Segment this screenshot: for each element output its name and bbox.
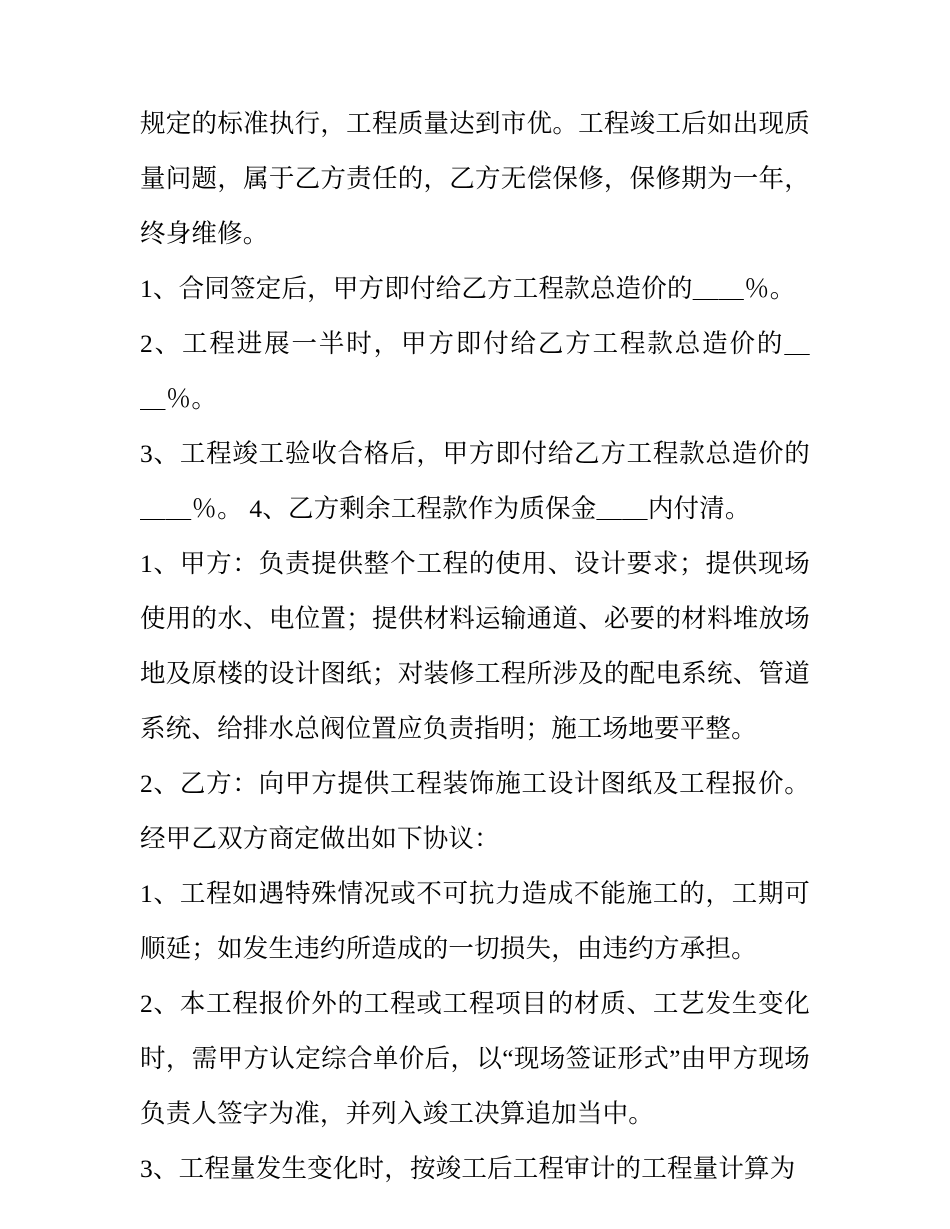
paragraph-2: 1、合同签定后，甲方即付给乙方工程款总造价的＿＿％。 [140,274,796,303]
paragraph-9: 3、工程量发生变化时，按竣工后工程审计的工程量计算为 [140,1154,796,1183]
paragraph-8: 2、本工程报价外的工程或工程项目的材质、工艺发生变化时，需甲方认定综合单价后，以“现场签证形式”由甲方现场负责人签字为准，并列入竣工决算追加当中。 [140,989,810,1128]
paragraph-3: 2、工程进展一半时，甲方即付给乙方工程款总造价的＿＿％。 [140,329,810,413]
paragraph-4: 3、工程竣工验收合格后，甲方即付给乙方工程款总造价的＿＿％。 4、乙方剩余工程款作为质保金＿＿内付清。 [140,439,810,523]
paragraph-7: 1、工程如遇特殊情况或不可抗力造成不能施工的，工期可顺延；如发生违约所造成的一切损失，由违约方承担。 [140,879,810,963]
document-body [140,96,817,1196]
paragraph-1: 规定的标准执行，工程质量达到市优。工程竣工后如出现质量问题，属于乙方责任的，乙方无偿保修，保修期为一年，终身维修。 [140,109,810,248]
paragraph-5: 1、甲方：负责提供整个工程的使用、设计要求；提供现场使用的水、电位置；提供材料运输通道、必要的材料堆放场地及原楼的设计图纸；对装修工程所涉及的配电系统、管道系统、给排水总阀位置应负责指明；施工场地要平整。 [140,549,810,743]
paragraph-6: 2、乙方：向甲方提供工程装饰施工设计图纸及工程报价。 经甲乙双方商定做出如下协议： [140,769,817,853]
